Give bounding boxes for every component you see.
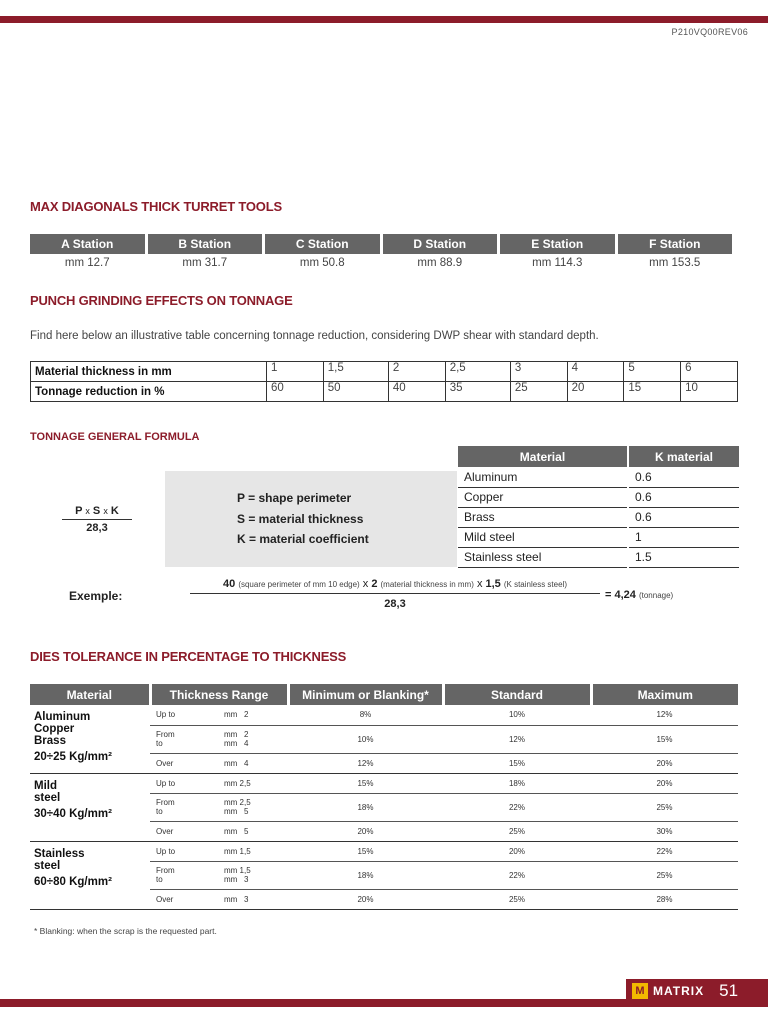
dies-material-name: Stainless — [34, 847, 85, 860]
formula-times: x — [103, 506, 108, 516]
k-table-header-material: Material — [458, 446, 628, 467]
diagonals-table — [30, 234, 732, 272]
example-label: Exemple: — [69, 589, 123, 603]
formula-p: P — [75, 505, 83, 517]
thickness-range-cell — [150, 793, 288, 821]
k-material-name: Copper — [458, 487, 628, 507]
range-label: From to — [156, 798, 175, 816]
station-header: E Station — [500, 234, 615, 254]
formula-legend — [165, 471, 457, 567]
station-header: C Station — [265, 234, 380, 254]
example-numerator — [190, 578, 600, 594]
thickness-cell: 3 — [510, 362, 567, 382]
k-table-row — [458, 467, 739, 487]
k-material-name: Aluminum — [458, 467, 628, 487]
range-label: From to — [156, 866, 175, 884]
legend-s: S = material thickness — [237, 512, 364, 526]
k-material-value: 0.6 — [628, 487, 739, 507]
example-result-value: = 4,24 — [605, 589, 636, 601]
thickness-range-cell — [150, 841, 288, 861]
maximum-cell: 22% — [591, 841, 738, 861]
brand-name: MATRIX — [653, 984, 705, 998]
thickness-range-cell — [150, 773, 288, 793]
k-material-table — [458, 446, 739, 568]
diagonals-header-row — [30, 234, 732, 254]
station-header: D Station — [383, 234, 498, 254]
thickness-row — [31, 362, 738, 382]
dies-material-name: steel — [34, 859, 61, 872]
station-diagonal: mm 50.8 — [299, 257, 345, 269]
formula-numerator — [62, 505, 132, 520]
reduction-cell: 60 — [267, 382, 324, 402]
standard-cell: 18% — [443, 773, 591, 793]
matrix-logo-icon: M — [632, 983, 648, 999]
k-table-row — [458, 547, 739, 567]
range-value: mm 2 mm 4 — [224, 730, 249, 748]
k-table-row — [458, 507, 739, 527]
range-value: mm 4 — [224, 758, 249, 768]
dies-header-row — [30, 684, 738, 705]
range-label: Up to — [156, 710, 176, 720]
range-label: Up to — [156, 846, 176, 856]
reduction-cell: 20 — [567, 382, 624, 402]
range-label: Over — [156, 758, 174, 768]
example-times: x — [476, 578, 483, 590]
formula-title: TONNAGE GENERAL FORMULA — [30, 431, 200, 443]
thickness-range-cell — [150, 821, 288, 841]
maximum-cell: 28% — [591, 889, 738, 909]
k-material-value: 0.6 — [628, 467, 739, 487]
minimum-blanking-cell: 20% — [288, 889, 443, 909]
thickness-range-cell — [150, 889, 288, 909]
standard-cell: 22% — [443, 861, 591, 889]
thickness-cell: 4 — [567, 362, 624, 382]
k-material-name: Mild steel — [458, 527, 628, 547]
top-bar — [0, 16, 768, 23]
thickness-cell: 1 — [267, 362, 324, 382]
grinding-intro: Find here below an illustrative table concerning tonnage reduction, considering DWP shear with standard depth. — [30, 330, 599, 342]
reduction-cell: 40 — [388, 382, 445, 402]
k-table-header-k: K material — [628, 446, 739, 467]
dies-material-strength: 60÷80 Kg/mm² — [34, 875, 112, 888]
example-s: 2 — [371, 578, 378, 590]
reduction-cell: 50 — [323, 382, 388, 402]
minimum-blanking-cell: 18% — [288, 861, 443, 889]
minimum-blanking-cell: 10% — [288, 725, 443, 753]
standard-cell: 25% — [443, 821, 591, 841]
dies-title: DIES TOLERANCE IN PERCENTAGE TO THICKNESS — [30, 649, 347, 664]
minimum-blanking-cell: 20% — [288, 821, 443, 841]
example-s-note: (material thickness in mm) — [380, 580, 474, 589]
legend-p: P = shape perimeter — [237, 491, 352, 505]
k-material-name: Stainless steel — [458, 547, 628, 567]
thickness-range-cell — [150, 753, 288, 773]
thickness-cell: 2,5 — [445, 362, 510, 382]
example-times: x — [362, 578, 369, 590]
range-value: mm 5 — [224, 826, 249, 836]
example-denominator: 28,3 — [384, 598, 406, 610]
k-material-value: 0.6 — [628, 507, 739, 527]
tonnage-reduction-table — [30, 361, 738, 402]
standard-cell: 10% — [443, 705, 591, 725]
example-k: 1,5 — [485, 578, 501, 590]
page-number: 51 — [719, 981, 739, 1000]
dies-material-name: Brass — [34, 735, 66, 747]
station-diagonal: mm 12.7 — [64, 257, 110, 269]
example-k-note: (K stainless steel) — [503, 580, 567, 589]
maximum-cell: 25% — [591, 793, 738, 821]
document-code: P210VQ00REV06 — [671, 27, 748, 37]
dies-material-strength: 20÷25 Kg/mm² — [34, 751, 112, 763]
reduction-row-label: Tonnage reduction in % — [31, 382, 267, 402]
station-header: B Station — [148, 234, 263, 254]
dies-row — [30, 773, 738, 793]
reduction-cell: 25 — [510, 382, 567, 402]
station-header: A Station — [30, 234, 145, 254]
minimum-blanking-cell: 18% — [288, 793, 443, 821]
k-table-row — [458, 527, 739, 547]
dies-header-cell: Standard — [443, 684, 591, 705]
station-diagonal: mm 88.9 — [417, 257, 463, 269]
diagonals-title: MAX DIAGONALS THICK TURRET TOOLS — [30, 199, 282, 214]
range-value: mm 2,5 mm 5 — [224, 798, 251, 816]
minimum-blanking-cell: 15% — [288, 773, 443, 793]
range-label: From to — [156, 730, 175, 748]
dies-tolerance-table — [30, 684, 738, 910]
example-result-note: (tonnage) — [638, 591, 674, 600]
station-diagonal: mm 114.3 — [532, 257, 583, 269]
formula-s: S — [92, 505, 101, 517]
formula-times: x — [85, 506, 90, 516]
maximum-cell: 25% — [591, 861, 738, 889]
general-formula — [62, 505, 132, 534]
formula-denominator: 28,3 — [86, 522, 108, 534]
dies-header-cell: Maximum — [591, 684, 738, 705]
k-material-name: Brass — [458, 507, 628, 527]
dies-material-cell — [30, 841, 150, 909]
footnote: * Blanking: when the scrap is the requested part. — [34, 926, 217, 936]
range-value: mm 1,5 — [224, 846, 251, 856]
k-table-row — [458, 487, 739, 507]
example-formula — [190, 578, 600, 610]
formula-k: K — [110, 505, 119, 517]
reduction-cell: 15 — [624, 382, 681, 402]
dies-material-name: Aluminum — [34, 711, 91, 723]
dies-material-strength: 30÷40 Kg/mm² — [34, 807, 112, 820]
reduction-cell: 35 — [445, 382, 510, 402]
station-header: F Station — [618, 234, 733, 254]
dies-header-cell: Material — [30, 684, 150, 705]
maximum-cell: 20% — [591, 773, 738, 793]
legend-k: K = material coefficient — [237, 532, 369, 546]
thickness-cell: 1,5 — [323, 362, 388, 382]
diagonals-value-row — [30, 254, 732, 272]
reduction-cell: 10 — [681, 382, 738, 402]
minimum-blanking-cell: 8% — [288, 705, 443, 725]
example-result — [605, 589, 673, 601]
thickness-cell: 6 — [681, 362, 738, 382]
standard-cell: 15% — [443, 753, 591, 773]
dies-header-cell: Minimum or Blanking* — [288, 684, 443, 705]
minimum-blanking-cell: 12% — [288, 753, 443, 773]
dies-row — [30, 705, 738, 725]
dies-material-name: Copper — [34, 723, 75, 735]
maximum-cell: 20% — [591, 753, 738, 773]
maximum-cell: 12% — [591, 705, 738, 725]
range-label: Over — [156, 894, 174, 904]
range-label: Over — [156, 826, 174, 836]
range-value: mm 2 — [224, 710, 249, 720]
minimum-blanking-cell: 15% — [288, 841, 443, 861]
range-value: mm 3 — [224, 894, 249, 904]
standard-cell: 12% — [443, 725, 591, 753]
brand-footer — [626, 979, 768, 1003]
maximum-cell: 15% — [591, 725, 738, 753]
dies-material-name: steel — [34, 791, 61, 804]
standard-cell: 25% — [443, 889, 591, 909]
dies-material-cell — [30, 773, 150, 841]
range-value: mm 2,5 — [224, 778, 251, 788]
grinding-title: PUNCH GRINDING EFFECTS ON TONNAGE — [30, 293, 293, 308]
range-value: mm 1,5 mm 3 — [224, 866, 251, 884]
thickness-range-cell — [150, 861, 288, 889]
standard-cell: 22% — [443, 793, 591, 821]
k-material-value: 1 — [628, 527, 739, 547]
k-material-value: 1.5 — [628, 547, 739, 567]
standard-cell: 20% — [443, 841, 591, 861]
thickness-cell: 2 — [388, 362, 445, 382]
example-p-note: (square perimeter of mm 10 edge) — [238, 580, 360, 589]
station-diagonal: mm 31.7 — [182, 257, 228, 269]
thickness-range-cell — [150, 725, 288, 753]
maximum-cell: 30% — [591, 821, 738, 841]
range-label: Up to — [156, 778, 176, 788]
dies-material-cell — [30, 705, 150, 773]
thickness-range-cell — [150, 705, 288, 725]
reduction-row — [31, 382, 738, 402]
dies-header-cell: Thickness Range — [150, 684, 288, 705]
dies-row — [30, 841, 738, 861]
station-diagonal: mm 153.5 — [649, 257, 701, 269]
dies-material-name: Mild — [34, 779, 57, 792]
example-p: 40 — [223, 578, 236, 590]
thickness-row-label: Material thickness in mm — [31, 362, 267, 382]
thickness-cell: 5 — [624, 362, 681, 382]
